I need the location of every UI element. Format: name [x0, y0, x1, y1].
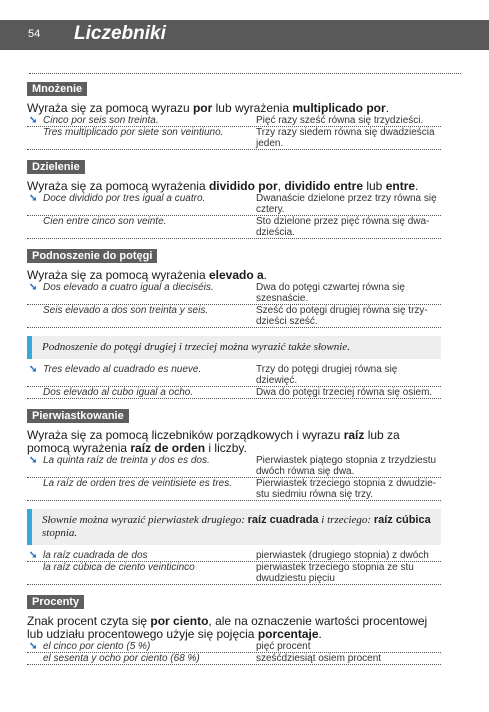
spanish-text: el cinco por ciento (5 %) [43, 641, 151, 652]
text-run: stopnia. [42, 527, 78, 539]
spanish-text: La raíz de orden tres de veintisiete es tres. [43, 478, 232, 489]
example-row [27, 127, 441, 150]
polish-translation: Sześć do potęgi drugiej równa się trzy-dzieści sześć. [256, 305, 428, 327]
arrow-down-right-icon: ➘ [29, 455, 38, 466]
spanish-text: Cien entre cinco son veinte. [43, 216, 167, 227]
section [27, 78, 441, 156]
header-divider [29, 73, 461, 74]
spanish-text: Dos elevado al cubo igual a ocho. [43, 387, 194, 398]
polish-translation: Dwa do potęgi czwartej równa się szesnaście. [256, 282, 405, 304]
example-row [27, 282, 441, 305]
spanish-text: Cinco por seis son treinta. [43, 115, 159, 126]
example-row [27, 550, 441, 562]
polish-translation: Dwanaście dzielone przez trzy równa się cztery. [256, 193, 437, 215]
page-number: 54 [28, 28, 41, 40]
example-row [27, 115, 441, 127]
polish-translation: Sto dzielone przez pięć równa się dwa-dzieścia. [256, 216, 430, 238]
bold-term: elevado a [208, 268, 264, 282]
spanish-example [27, 550, 256, 561]
section [27, 156, 441, 245]
text-run: Podnoszenie do potęgi drugiej i trzeciej można wyrazić także słownie. [42, 341, 350, 353]
polish-translation: pierwiastek trzeciego stopnia ze stu dwudziestu pięciu [256, 562, 414, 584]
bold-term: porcentaje [257, 627, 319, 641]
text-run: , ale na oznaczenie wartości procentowej lub udziału procentowego użyje się pojęcia [27, 614, 428, 641]
spanish-example [27, 127, 256, 149]
example-row [27, 193, 441, 216]
example-row [27, 216, 441, 239]
text-run: i liczby. [205, 441, 247, 455]
spanish-example [27, 115, 256, 126]
example-row [27, 562, 441, 585]
content-area [27, 78, 441, 671]
arrow-down-right-icon: ➘ [29, 282, 38, 293]
section-intro [27, 615, 441, 641]
polish-translation: pięć procent [256, 641, 311, 652]
example-row [27, 387, 441, 399]
text-run: lub [363, 179, 386, 193]
spanish-example [27, 216, 256, 238]
example-row [27, 305, 441, 328]
info-note [27, 336, 441, 359]
bold-term: raíz cuadrada [247, 514, 319, 526]
text-run: Wyraża się za pomocą wyrazu [27, 101, 193, 115]
polish-translation: Trzy do potęgi drugiej równa się dziewięć. [256, 364, 398, 386]
spanish-example [27, 562, 256, 584]
text-run: . [415, 179, 419, 193]
spanish-text: la raíz cúbica de ciento veinticinco [43, 562, 195, 573]
spanish-example [27, 193, 256, 215]
bold-term: entre [385, 179, 416, 193]
section-intro [27, 180, 441, 193]
arrow-down-right-icon: ➘ [29, 550, 38, 561]
arrow-down-right-icon: ➘ [29, 641, 38, 652]
spanish-text: Dos elevado a cuatro igual a dieciséis. [43, 282, 214, 293]
section [27, 245, 441, 405]
spanish-example [27, 653, 256, 664]
spanish-example [27, 364, 256, 386]
example-row [27, 478, 441, 501]
spanish-text: Tres multiplicado por siete son veintiuno. [43, 127, 224, 138]
spanish-example [27, 282, 256, 304]
bold-term: por ciento [150, 614, 209, 628]
example-row [27, 641, 441, 653]
spanish-text: Seis elevado a dos son treinta y seis. [43, 305, 209, 316]
polish-translation: Dwa do potęgi trzeciej równa się osiem. [256, 387, 433, 398]
text-run: Wyraża się za pomocą wyrażenia [27, 179, 209, 193]
spanish-example [27, 455, 256, 477]
spanish-text: Tres elevado al cuadrado es nueve. [43, 364, 202, 375]
bold-term: dividido entre [284, 179, 363, 193]
arrow-down-right-icon: ➘ [29, 364, 38, 375]
spanish-text: la raíz cuadrada de dos [43, 550, 148, 561]
example-row [27, 364, 441, 387]
section-intro [27, 429, 441, 455]
bold-term: dividido por [208, 179, 278, 193]
polish-translation: pierwiastek (drugiego stopnia) z dwóch [256, 550, 429, 561]
bold-term: multiplicado por [292, 101, 386, 115]
section-heading: Podnoszenie do potęgi [27, 249, 157, 263]
text-run: Słownie można wyrazić pierwiastek drugiego: [42, 514, 248, 526]
section-gap [27, 665, 441, 671]
text-run: Wyraża się za pomocą wyrażenia [27, 268, 209, 282]
polish-translation: Pierwiastek trzeciego stopnia z dwudzie-stu siedmiu równa się trzy. [256, 478, 437, 500]
example-row [27, 455, 441, 478]
arrow-down-right-icon: ➘ [29, 193, 38, 204]
polish-translation: Pierwiastek piątego stopnia z trzydziestu dwóch równa się dwa. [256, 455, 437, 477]
spanish-example [27, 387, 256, 398]
text-run: , [277, 179, 285, 193]
text-run: Znak procent czyta się [27, 614, 151, 628]
spanish-example [27, 305, 256, 327]
text-run: lub za pomocą wyrażenia [27, 428, 400, 455]
page-title: Liczebniki [74, 23, 166, 44]
spanish-text: Doce dividido por tres igual a cuatro. [43, 193, 206, 204]
polish-translation: sześćdziesiąt osiem procent [256, 653, 382, 664]
section-heading: Pierwiastkowanie [27, 409, 129, 423]
text-run: i trzeciego: [318, 514, 374, 526]
text-run: . [318, 627, 322, 641]
section [27, 405, 441, 591]
section [27, 591, 441, 671]
section-heading: Dzielenie [27, 160, 85, 174]
polish-translation: Pięć razy sześć równa się trzydzieści. [256, 115, 424, 126]
text-run: . [385, 101, 390, 115]
info-note [27, 509, 441, 545]
section-heading: Procenty [27, 595, 84, 609]
example-row [27, 653, 441, 665]
spanish-text: el sesenta y ocho por ciento (68 %) [43, 653, 200, 664]
spanish-example [27, 641, 256, 652]
text-run: lub wyrażenia [212, 101, 293, 115]
page-header [0, 20, 489, 50]
section-intro [27, 102, 441, 115]
polish-translation: Trzy razy siedem równa się dwadzieścia jeden. [256, 127, 435, 149]
bold-term: raíz cúbica [373, 514, 431, 526]
bold-term: por [192, 101, 213, 115]
spanish-text: La quinta raíz de treinta y dos es dos. [43, 455, 210, 466]
arrow-down-right-icon: ➘ [29, 115, 38, 126]
section-intro [27, 269, 441, 282]
bold-term: raíz [343, 428, 365, 442]
text-run: . [263, 268, 268, 282]
spanish-example [27, 478, 256, 500]
text-run: Wyraża się za pomocą liczebników porządkowych i wyrazu [27, 428, 344, 442]
bold-term: raíz de orden [130, 441, 206, 455]
section-heading: Mnożenie [27, 82, 87, 96]
